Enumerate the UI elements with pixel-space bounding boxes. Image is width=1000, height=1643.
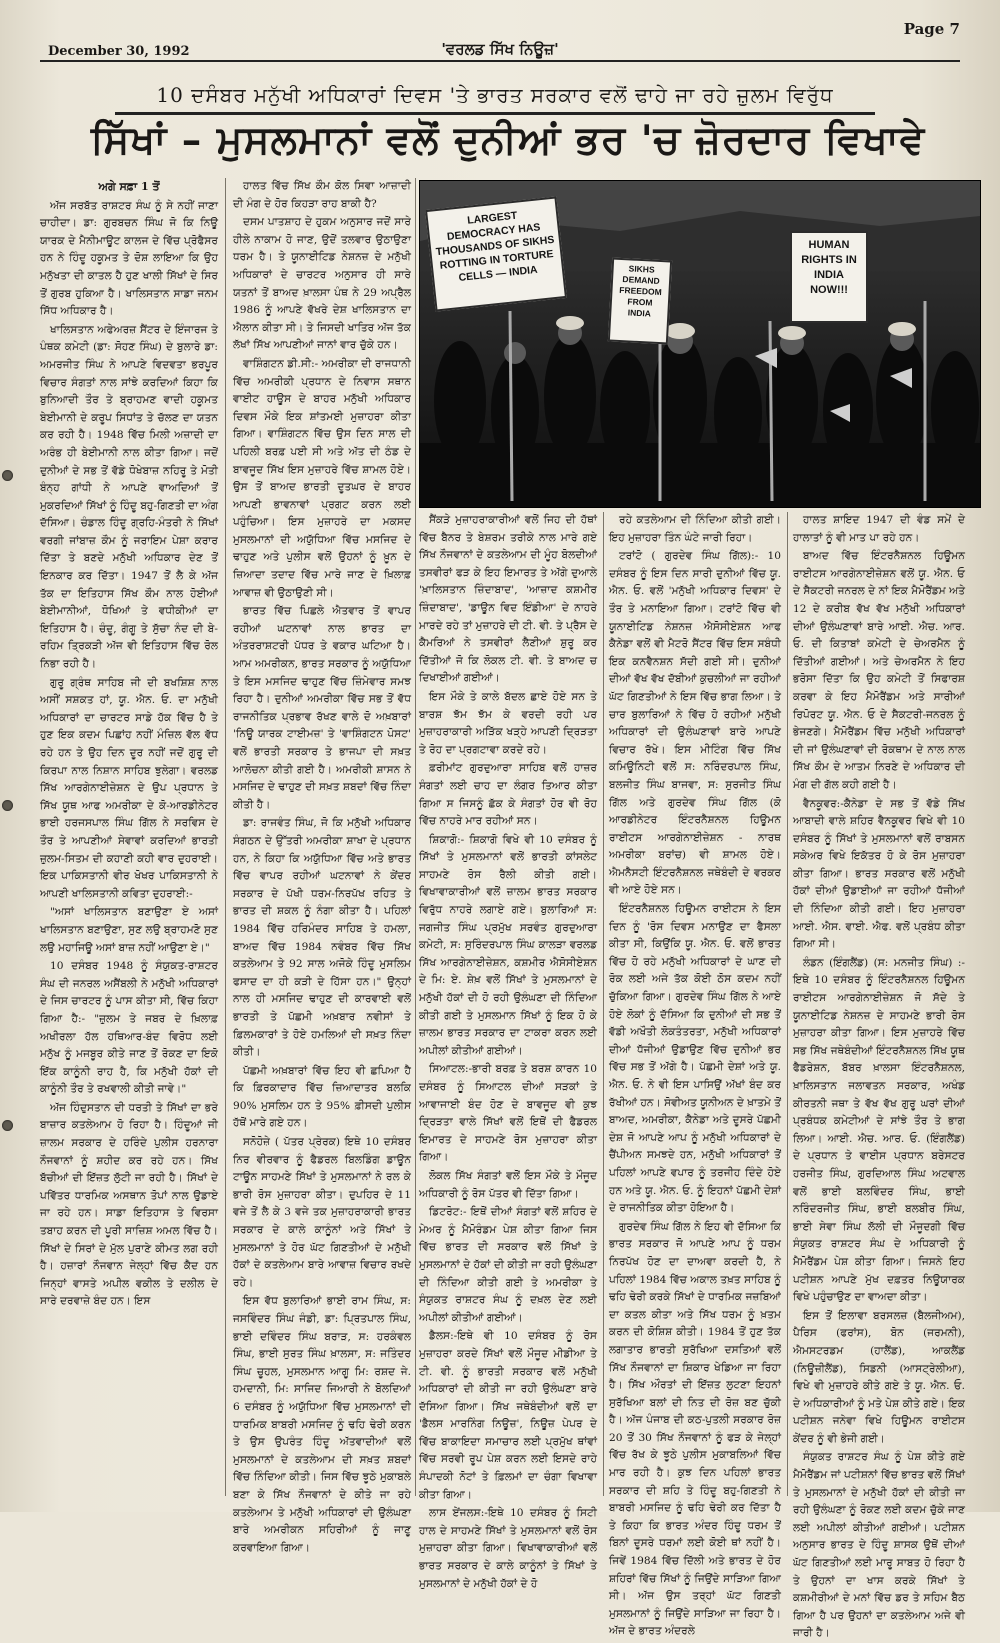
paragraph: ਫ਼ਰੀਮਾਂਟ ਗੁਰਦੁਆਰਾ ਸਾਹਿਬ ਵਲੋਂ ਹਾਜ਼ਰ ਸੰਗਤਾਂ ਲਈ ਚਾਹ ਦਾ ਲੰਗਰ ਤਿਆਰ ਕੀਤਾ ਗਿਆ ਸ ਜਿਸਨੂੰ ਛੱਕ ਕੇ ਸੰਗਤਾਂ ਹੋਰ ਵੀ ਰੋਹ ਵਿੱਚ ਨਾਹਰੇ ਮਾਰ ਰਹੀਆਂ ਸਨ। (419, 762, 597, 828)
paragraph: ਗੁਰੂ ਗ੍ਰੰਥ ਸਾਹਿਬ ਜੀ ਦੀ ਬਖਸ਼ਿਸ਼ ਨਾਲ ਅਸੀਂ ਸਸ਼ਕਤ ਹਾਂ, ਯੂ. ਐਨ. ਓ. ਦਾ ਮਨੁੱਖੀ ਅਧਿਕਾਰਾਂ ਦਾ ਚਾਰਟਰ ਸਾਡੇ ਹੱਕ ਵਿੱਚ ਹੈ ਤੇ ਹੁਣ ਇਕ ਕਦਮ ਪਿਛਾਂਹ ਨਹੀਂ ਮੰਜ਼ਿਲ ਵੱਲ ਵੱਧ ਰਹੇ ਹਨ ਤੇ ਉਹ ਦਿਨ ਦੂਰ ਨਹੀਂ ਜਦੋਂ ਗੁਰੂ ਦੀ ਕਿਰਪਾ ਨਾਲ ਨਿਸ਼ਾਨ ਸਾਹਿਬ ਝੁਲੇਗਾ। ਵਰਲਡ ਸਿੱਖ ਆਰਗੇਨਾਈਜ਼ੇਸ਼ਨ ਦੇ ਉਪ ਪ੍ਰਧਾਨ ਤੇ ਸਿੱਖ ਯੂਥ ਆਫ ਅਮਰੀਕਾ ਦੇ ਕੋ-ਆਰਡੀਨੇਟਰ ਭਾਈ ਹਰਜਸਪਾਲ ਸਿੰਘ ਗਿੱਲ ਨੇ ਸਰਵਿਸ ਦੇ ਤੌਰ ਤੇ ਆਪਣੀਆਂ ਸੇਵਾਵਾਂ ਕਰਦਿਆਂ ਭਾਰਤੀ ਜ਼ੁਲਮ-ਸਿਤਮ ਦੀ ਕਹਾਣੀ ਕਹੀ ਵਾਰ ਦੁਹਰਾਈ। ਇਕ ਪਾਕਿਸਤਾਨੀ ਵੀਰ ਖੋਖਰ ਪਾਕਿਸਤਾਨੀ ਨੇ ਆਪਣੀ ਖਾਲਿਸਤਾਨੀ ਕਵਿਤਾ ਦੁਹਰਾਈ:- (40, 676, 218, 900)
paragraph: ਡੈਲਸ:-ਇਥੇ ਵੀ 10 ਦਸੰਬਰ ਨੂੰ ਰੋਸ ਮੁਜ਼ਾਹਰਾ ਕਰਦੇ ਸਿੱਖਾਂ ਵਲੋਂ ਮੌਜੂਦ ਮੀਡੀਆ ਤੇ ਟੀ. ਵੀ. ਨੂੰ ਭਾਰਤੀ ਸਰਕਾਰ ਵਲੋਂ ਮਨੁੱਖੀ ਅਧਿਕਾਰਾਂ ਦੀ ਕੀਤੀ ਜਾ ਰਹੀ ਉਲੰਘਣਾ ਬਾਰੇ ਦੱਸਿਆ ਗਿਆ। ਸਿੱਖ ਜਥੇਬੰਦੀਆਂ ਵਲੋਂ ਦਾ 'ਡੈਲਸ ਮਾਰਨਿੰਗ ਨਿਊਜ਼', ਨਿਊਜ਼ ਪੇਪਰ ਦੇ ਵਿੱਚ ਬਾਕਾਇਦਾ ਸਮਾਚਾਰ ਲਈ ਪ੍ਰਮੁੱਖ ਥਾਂਵਾਂ ਵਿੱਚ ਸਰਵੀ ਰੂਪ ਪੇਸ਼ ਕਰਨ ਲਈ ਇਸਦੇ ਰਾਹੇ ਸੰਪਾਦਕੀ ਨੋਟਾਂ ਤੇ ਫ਼ਿਲਮਾਂ ਦਾ ਚੰਗਾ ਵਿਖਾਵਾ ਕੀਤਾ ਗਿਆ। (419, 1330, 597, 1501)
column-rule (225, 178, 226, 1496)
issue-date: December 30, 1992 (48, 44, 190, 59)
paragraph: ਸਿਆਟਲ:-ਭਾਰੀ ਬਰਫ਼ ਤੇ ਬਰਸ਼ ਕਾਰਨ 10 ਦਸੰਬਰ ਨੂੰ ਸਿਆਟਲ ਦੀਆਂ ਸੜਕਾਂ ਤੇ ਆਵਾਜਾਈ ਬੰਦ ਹੋਣ ਦੇ ਬਾਵਜੂਦ ਵੀ ਕੁਝ ਦ੍ਰਿੜਤਾ ਵਾਲੇ ਸਿੱਖਾਂ ਵਲੋਂ ਇਥੋਂ ਦੀ ਫੈਡਰਲ ਇਮਾਰਤ ਦੇ ਸਾਹਮਣੇ ਰੋਸ ਮੁਜ਼ਾਹਰਾ ਕੀਤਾ ਗਿਆ। (419, 1063, 597, 1164)
paragraph: ਸ਼ਿਕਾਗੋ:- ਸ਼ਿਕਾਗੋ ਵਿਖੇ ਵੀ 10 ਦਸੰਬਰ ਨੂੰ ਸਿੱਖਾਂ ਤੇ ਮੁਸਲਮਾਨਾਂ ਵਲੋਂ ਭਾਰਤੀ ਕਾਂਸਲੇਟ ਸਾਹਮਣੇ ਰੋਸ ਰੈਲੀ ਕੀਤੀ ਗਈ। ਵਿਖਾਵਾਕਾਰੀਆਂ ਵਲੋਂ ਜ਼ਾਲਮ ਭਾਰਤ ਸਰਕਾਰ ਵਿਰੁੱਧ ਨਾਹਰੇ ਲਗਾਏ ਗਏ। ਬੁਲਾਰਿਆਂ ਸ: ਜਗਜੀਤ ਸਿੰਘ ਪ੍ਰਮੁੱਖ ਸਰਵੰਤ ਗੁਰਦੁਆਰਾ ਕਮੇਟੀ, ਸ: ਸੁਰਿੰਦਰਪਾਲ ਸਿੰਘ ਕਾਲੜਾ ਵਰਲਡ ਸਿੱਖ ਆਰਗੇਨਾਈਜ਼ੇਸ਼ਨ, ਕਸ਼ਮੀਰ ਐਸੋਸੀਏਸ਼ਨ ਦੇ ਮਿ: ਏ. ਸ਼ੇਖ਼ ਵਲੋਂ ਸਿੱਖਾਂ ਤੇ ਮੁਸਲਮਾਨਾਂ ਦੇ ਮਨੁੱਖੀ ਹੱਕਾਂ ਦੀ ਹੋ ਰਹੀ ਉਲੰਘਣਾ ਦੀ ਨਿੰਦਿਆ ਕੀਤੀ ਗਈ ਤੇ ਮੁਸਲਮਾਨ ਸਿੱਖਾਂ ਨੂੰ ਇਕ ਹੋ ਕੇ ਜ਼ਾਲਮ ਭਾਰਤ ਸਰਕਾਰ ਦਾ ਟਾਕਰਾ ਕਰਨ ਲਈ ਅਪੀਲਾਂ ਕੀਤੀਆਂ ਗਈਆਂ। (419, 833, 597, 1057)
paragraph: ਡਾ: ਰਾਜਵੰਤ ਸਿੰਘ, ਜੋ ਕਿ ਮਨੁੱਖੀ ਅਧਿਕਾਰ ਸੰਗਠਨ ਦੇ ਉੱਤਰੀ ਅਮਰੀਕਾ ਸ਼ਾਖਾ ਦੇ ਪ੍ਰਧਾਨ ਹਨ, ਨੇ ਕਿਹਾ ਕਿ ਅਯੁੱਧਿਆ ਵਿੱਚ ਅਤੇ ਭਾਰਤ ਵਿੱਚ ਵਾਪਰ ਰਹੀਆਂ ਘਟਨਾਵਾਂ ਨੇ ਕੇਂਦਰ ਸਰਕਾਰ ਦੇ ਪੱਖੀ ਧਰਮ-ਨਿਰਪੱਖ ਰਹਿਤ ਤੇ ਭਾਰਤ ਦੀ ਸ਼ਕਲ ਨੂੰ ਨੰਗਾ ਕੀਤਾ ਹੈ। ਪਹਿਲਾਂ 1984 ਵਿੱਚ ਹਰਿਮੰਦਰ ਸਾਹਿਬ ਤੇ ਹਮਲਾ, ਬਾਅਦ ਵਿੱਚ 1984 ਨਵੰਬਰ ਵਿੱਚ ਸਿੱਖ ਕਤਲੇਆਮ ਤੇ 92 ਸਾਲ ਅਜੋਕੇ ਹਿੰਦੂ ਮੁਸਲਿਮ ਫਸਾਦ ਦਾ ਹੀ ਕੜੀ ਦੇ ਹਿੱਸਾ ਹਨ।" ਉਨ੍ਹਾਂ ਨਾਲ ਹੀ ਮਸਜਿਦ ਢਾਹੁਣ ਦੀ ਕਾਰਵਾਈ ਵਲੋਂ ਭਾਰਤੀ ਤੇ ਪੱਛਮੀ ਅਖ਼ਬਾਰ ਨਵੀਸਾਂ ਤੇ ਫ਼ਿਲਮਕਾਰਾਂ ਤੇ ਹੋਏ ਹਮਲਿਆਂ ਦੀ ਸਖ਼ਤ ਨਿੰਦਾ ਕੀਤੀ। (233, 817, 411, 1059)
paragraph: ਅੱਜ ਸਰਬੱਤ ਰਾਸ਼ਟਰ ਸੰਘ ਨੂੰ ਸੇ ਨਹੀਂ ਜਾਣਾ ਚਾਹੀਦਾ। ਡਾ: ਗੁਰਬਚਨ ਸਿੰਘ ਜੋ ਕਿ ਨਿਊ ਯਾਰਕ ਦੇ ਮੈਨੀਮਾਊਟ ਕਾਲਜ ਦੇ ਵਿੱਚ ਪ੍ਰੋਫੈਸਰ ਹਨ ਨੇ ਹਿੰਦੂ ਹਕੂਮਤ ਤੇ ਦੋਸ਼ ਲਾਇਆ ਕਿ ਉਹ ਮਨੁੱਖਤਾ ਦੀ ਕਾਤਲ ਹੈ ਹੁਣ ਖਾਲੀ ਸਿੱਖਾਂ ਦੇ ਸਿਰ ਤੋਂ ਗੁਰਬ ਹੁਕਿਆ ਹੈ। ਖਾਲਿਸਤਾਨ ਸਾਡਾ ਜਨਮ ਸਿੱਧ ਅਧਿਕਾਰ ਹੈ। (40, 199, 218, 318)
protest-sign-left: LARGEST DEMOCRACY HAS THOUSANDS OF SIKHS ROTTING IN TORTURE CELLS — INDIA (425, 196, 567, 311)
article-column-5 (793, 512, 966, 1640)
paragraph: ਸੈਂਕੜੇ ਮੁਜ਼ਾਹਰਾਕਾਰੀਆਂ ਵਲੋਂ ਜਿਹ ਦੀ ਹੱਥਾਂ ਵਿੱਚ ਬੈਨਰ ਤੇ ਬੇਸ਼ਰਮ ਤਰੀਕੇ ਨਾਲ ਮਾਰੇ ਗਏ ਸਿੱਖ ਨੌਜਵਾਨਾਂ ਦੇ ਕਤਲੇਆਮ ਦੀ ਮੂੰਹ ਬੋਲਦੀਆਂ ਤਸਵੀਰਾਂ ਫੜ ਕੇ ਇਹ ਇਮਾਰਤ ਤੇ ਅੱਗੇ ਦੁਆਲੇ 'ਖ਼ਾਲਿਸਤਾਨ ਜ਼ਿੰਦਾਬਾਦ', 'ਆਜ਼ਾਦ ਕਸ਼ਮੀਰ ਜ਼ਿੰਦਾਬਾਦ', 'ਡਾਊਨ ਵਿਦ ਇੰਡੀਆ' ਦੇ ਨਾਹਰੇ ਮਾਰਦੇ ਰਹੇ ਤਾਂ ਮੁਜ਼ਾਹਰੇ ਦੀ ਟੀ. ਵੀ. ਤੇ ਪ੍ਰੈਸ ਦੇ ਕੈਮਰਿਆਂ ਨੇ ਤਸਵੀਰਾਂ ਲੈਣੀਆਂ ਸ਼ੁਰੂ ਕਰ ਦਿੱਤੀਆਂ ਜੋ ਕਿ ਲੋਕਲ ਟੀ. ਵੀ. ਤੇ ਬਾਅਦ ਚ ਦਿਖਾਈਆਂ ਗਈਆਂ। (419, 514, 597, 685)
paragraph: ਬਾਅਦ ਵਿੱਚ ਇੰਟਰਨੈਸ਼ਨਲ ਹਿਊਮਨ ਰਾਈਟਸ ਆਰਗੇਨਾਈਜ਼ੇਸ਼ਨ ਵਲੋਂ ਯੂ. ਐਨ. ਓ ਦੇ ਸੈਕਟਰੀ ਜਨਰਲ ਦੇ ਨਾਂ ਇਕ ਮੈਮੋਰੈਂਡਮ ਅਤੇ 12 ਦੇ ਕਰੀਬ ਵੱਖ ਵੱਖ ਮਨੁੱਖੀ ਅਧਿਕਾਰਾਂ ਦੀਆਂ ਉਲੰਘਣਾਵਾਂ ਬਾਰੇ ਆਈ. ਐਚ. ਆਰ. ਓ. ਦੀ ਕਿਤਾਬਾਂ ਕਮੇਟੀ ਦੇ ਚੇਅਰਮੈਨ ਨੂੰ ਦਿੱਤੀਆਂ ਗਈਆਂ। ਅਤੇ ਚੇਅਰਮੈਨ ਨੇ ਇਹ ਭਰੋਸਾ ਦਿੱਤਾ ਕਿ ਉਹ ਕਮੇਟੀ ਤੋਂ ਸਿਫਾਰਸ਼ ਕਰਵਾ ਕੇ ਇਹ ਮੈਮੋਰੈਂਡਮ ਅਤੇ ਸਾਰੀਆਂ ਰਿਪੋਰਟ ਯੂ. ਐਨ. ਓ ਦੇ ਸੈਕਟਰੀ-ਜਨਰਲ ਨੂੰ ਭੇਜਣਗੇ। ਮੈਮੋਰੈਂਡਮ ਵਿੱਚ ਮਨੁੱਖੀ ਅਧਿਕਾਰਾਂ ਦੀ ਜਾਂ ਉਲੰਘਣਾਵਾਂ ਦੀ ਰੋਕਥਾਮ ਦੇ ਨਾਲ ਨਾਲ ਸਿੱਖ ਕੌਮ ਦੇ ਆਤਮ ਨਿਰਣੇ ਦੇ ਅਧਿਕਾਰ ਦੀ ਮੰਗ ਦੀ ਗੱਲ ਕਹੀ ਗਈ ਹੈ। (793, 550, 965, 791)
paragraph: ਵਾਸ਼ਿੰਗਟਨ ਡੀ.ਸੀ:- ਅਮਰੀਕਾ ਦੀ ਰਾਜਧਾਨੀ ਵਿੱਚ ਅਮਰੀਕੀ ਪ੍ਰਧਾਨ ਦੇ ਨਿਵਾਸ ਸਥਾਨ ਵਾਈਟ ਹਾਊਸ ਦੇ ਬਾਹਰ ਮਨੁੱਖੀ ਅਧਿਕਾਰ ਦਿਵਸ ਮੌਕੇ ਇਕ ਸ਼ਾਂਤਮਈ ਮੁਜ਼ਾਹਰਾ ਕੀਤਾ ਗਿਆ। ਵਾਸ਼ਿੰਗਟਨ ਵਿੱਚ ਉਸ ਦਿਨ ਸਾਲ ਦੀ ਪਹਿਲੀ ਬਰਫ਼ ਪਈ ਸੀ ਅਤੇ ਅੱਤ ਦੀ ਠੰਡ ਦੇ ਬਾਵਜੂਦ ਸਿੱਖ ਇਸ ਮੁਜ਼ਾਹਰੇ ਵਿੱਚ ਸ਼ਾਮਲ ਹੋਏ। ਉਸ ਤੋਂ ਬਾਅਦ ਭਾਰਤੀ ਦੂਤਘਰ ਦੇ ਬਾਹਰ ਆਪਣੀ ਭਾਵਨਾਵਾਂ ਪ੍ਰਗਟ ਕਰਨ ਲਈ ਪਹੁੰਚਿਆ। ਇਸ ਮੁਜ਼ਾਹਰੇ ਦਾ ਮਕਸਦ ਮੁਸਲਮਾਨਾਂ ਦੀ ਅਯੁੱਧਿਆ ਵਿੱਚ ਮਸਜਿਦ ਦੇ ਢਾਹੁਣ ਅਤੇ ਪੁਲੀਸ ਵਲੋਂ ਉਹਨਾਂ ਨੂੰ ਖ਼ੂਨ ਦੇ ਜ਼ਿਆਦਾ ਤਦਾਦ ਵਿੱਚ ਮਾਰੇ ਜਾਣ ਦੇ ਖ਼ਿਲਾਫ਼ ਆਵਾਜ਼ ਵੀ ਉਠਾਉਣੀ ਸੀ। (233, 357, 411, 599)
binder-hole (2, 800, 13, 811)
protest-photo (419, 180, 981, 508)
paragraph: ਰਹੇ ਕਤਲੇਆਮ ਦੀ ਨਿੰਦਿਆ ਕੀਤੀ ਗਈ। ਇਹ ਮੁਜ਼ਾਹਰਾ ਤਿੰਨ ਘੰਟੇ ਜਾਰੀ ਰਿਹਾ। (609, 514, 781, 544)
paragraph: ਇੰਟਰਨੈਸ਼ਨਲ ਹਿਊਮਨ ਰਾਈਟਸ ਨੇ ਇਸ ਦਿਨ ਨੂੰ 'ਰੋਸ ਦਿਵਸ ਮਨਾਉਣ ਦਾ ਫੈਸਲਾ ਕੀਤਾ ਸੀ, ਕਿਉਂਕਿ ਯੂ. ਐਨ. ਓ. ਵਲੋਂ ਭਾਰਤ ਵਿੱਚ ਹੋ ਰਹੇ ਮਨੁੱਖੀ ਅਧਿਕਾਰਾਂ ਦੇ ਘਾਣ ਦੀ ਰੋਕ ਲਈ ਅਜੇ ਤੱਕ ਕੋਈ ਠੋਸ ਕਦਮ ਨਹੀਂ ਚੁੱਕਿਆ ਗਿਆ। ਗੁਰਦੇਵ ਸਿੰਘ ਗਿੱਲ ਨੇ ਆਏ ਹੋਏ ਲੋਕਾਂ ਨੂੰ ਦੱਸਿਆ ਕਿ ਦੁਨੀਆਂ ਦੀ ਸਭ ਤੋਂ ਵੱਡੀ ਅਖੌਤੀ ਲੋਕਤੰਤਰਤਾ, ਮਨੁੱਖੀ ਅਧਿਕਾਰਾਂ ਦੀਆਂ ਧੱਜੀਆਂ ਉਡਾਉਣ ਵਿੱਚ ਦੁਨੀਆਂ ਭਰ ਵਿੱਚ ਸਭ ਤੋਂ ਅੱਗੇ ਹੈ। ਪੱਛਮੀ ਦੇਸ਼ਾਂ ਅਤੇ ਯੂ. ਐਨ. ਓ. ਨੇ ਵੀ ਇਸ ਪਾਸਿਉਂ ਅੱਖਾਂ ਬੰਦ ਕਰ ਰੱਖੀਆਂ ਹਨ। ਸੋਵੀਅਤ ਯੂਨੀਅਨ ਦੇ ਖ਼ਾਤਮੇ ਤੋਂ ਬਾਅਦ, ਅਮਰੀਕਾ, ਕੈਨੇਡਾ ਅਤੇ ਦੂਸਰੇ ਪੱਛਮੀ ਦੇਸ਼ ਜੋ ਆਪਣੇ ਆਪ ਨੂੰ ਮਨੁੱਖੀ ਅਧਿਕਾਰਾਂ ਦੇ ਚੈਂਪੀਅਨ ਸਮਝਦੇ ਹਨ, ਮਨੁੱਖੀ ਅਧਿਕਾਰਾਂ ਤੋਂ ਪਹਿਲਾਂ ਆਪਣੇ ਵਪਾਰ ਨੂੰ ਤਰਜੀਹ ਦਿੰਦੇ ਹੋਏ ਹਨ ਅਤੇ ਯੂ. ਐਨ. ਓ. ਨੂੰ ਇਹਨਾਂ ਪੱਛਮੀ ਦੇਸ਼ਾਂ ਦੇ ਰਾਜਨੀਤਿਕ ਕੀਤਾ ਹੋਇਆ ਹੈ। (609, 903, 781, 1215)
column-rule (787, 512, 788, 1496)
paragraph: ਦਸਮ ਪਾਤਸ਼ਾਹ ਦੇ ਹੁਕਮ ਅਨੁਸਾਰ ਜਦੋਂ ਸਾਰੇ ਹੀਲੇ ਨਾਕਾਮ ਹੋ ਜਾਣ, ਉਦੋਂ ਤਲਵਾਰ ਉਠਾਉਣਾ ਧਰਮ ਹੈ। ਤੇ ਯੂਨਾਈਟਿਡ ਨੇਸ਼ਨਜ਼ ਦੇ ਮਨੁੱਖੀ ਅਧਿਕਾਰਾਂ ਦੇ ਚਾਰਟਰ ਅਨੁਸਾਰ ਹੀ ਸਾਰੇ ਯਤਨਾਂ ਤੋਂ ਬਾਅਦ ਖ਼ਾਲਸਾ ਪੰਥ ਨੇ 29 ਅਪ੍ਰੈਲ 1986 ਨੂੰ ਆਪਣੇ ਵੱਖਰੇ ਦੇਸ਼ ਖਾਲਿਸਤਾਨ ਦਾ ਐਲਾਨ ਕੀਤਾ ਸੀ। ਤੇ ਜਿਸਦੀ ਖਾਤਿਰ ਅੱਜ ਤੱਕ ਲੱਖਾਂ ਸਿੱਖ ਆਪਣੀਆਂ ਜਾਨਾਂ ਵਾਰ ਚੁੱਕੇ ਹਨ। (233, 216, 411, 352)
paragraph: ਖਾਲਿਸਤਾਨ ਅਫੇਅਰਜ਼ ਸੈਂਟਰ ਦੇ ਇੰਜਾਰਜ ਤੇ ਪੰਥਕ ਕਮੇਟੀ (ਡਾ: ਸੋਹਣ ਸਿੰਘ) ਦੇ ਬੁਲਾਰੇ ਡਾ: ਅਮਰਜੀਤ ਸਿੰਘ ਨੇ ਆਪਣੇ ਵਿਦਵਤਾ ਭਰਪੂਰ ਵਿਚਾਰ ਸੰਗਤਾਂ ਨਾਲ ਸਾਂਝੇ ਕਰਦਿਆਂ ਕਿਹਾ ਕਿ ਬੁਨਿਆਦੀ ਤੌਰ ਤੇ ਬ੍ਰਾਹਮਣ ਵਾਦੀ ਹਕੂਮਤ ਬੇਈਮਾਨੀ ਦੇ ਕਰੂਪ ਸਿਧਾਂਤ ਤੇ ਚੱਲਣ ਦਾ ਯਤਨ ਕਰ ਰਹੀ ਹੈ। 1948 ਵਿੱਚ ਮਿਲੀ ਅਜ਼ਾਦੀ ਦਾ ਅਰੰਭ ਹੀ ਬੇਈਮਾਨੀ ਨਾਲ ਕੀਤਾ ਗਿਆ। ਜਦੋਂ ਦੁਨੀਆਂ ਦੇ ਸਭ ਤੋਂ ਵੱਡੇ ਧੋਖੇਬਾਜ਼ ਨਹਿਰੂ ਤੇ ਮੋਤੀ ਬੰਨ੍ਹ ਗਾਂਧੀ ਨੇ ਆਪਣੇ ਵਾਅਦਿਆਂ ਤੋਂ ਮੁਕਰਦਿਆਂ ਸਿੱਖਾਂ ਨੂੰ ਹਿੰਦੂ ਬਹੁ-ਗਿਣਤੀ ਦਾ ਅੰਗ ਦੱਸਿਆ। ਚੰਡਾਲ ਹਿੰਦੂ ਗ੍ਰਹਿ-ਮੰਤਰੀ ਨੇ ਸਿੱਖਾਂ ਵਰਗੀ ਜਾਂਬਾਜ਼ ਕੌਮ ਨੂੰ ਜਰਾਇਮ ਪੇਸ਼ਾ ਕਰਾਰ ਦਿੱਤਾ ਤੇ ਬਣਦੇ ਮਨੁੱਖੀ ਅਧਿਕਾਰ ਦੇਣ ਤੋਂ ਇਨਕਾਰ ਕਰ ਦਿੱਤਾ। 1947 ਤੋਂ ਲੈ ਕੇ ਅੱਜ ਤੱਕ ਦਾ ਇਤਿਹਾਸ ਸਿੱਖ ਕੌਮ ਨਾਲ ਹੋਈਆਂ ਬੇਈਮਾਨੀਆਂ, ਧੋਖਿਆਂ ਤੇ ਵਧੀਕੀਆਂ ਦਾ ਇਤਿਹਾਸ ਹੈ। ਚੰਦੂ, ਗੰਗੂ ਤੇ ਸੁੱਚਾ ਨੰਦ ਦੀ ਬੇ-ਰਹਿਮ ਤ੍ਰਿਕੜੀ ਅੱਜ ਵੀ ਇਤਿਹਾਸ ਵਿੱਚ ਰੋਲ ਨਿਭਾ ਰਹੀ ਹੈ। (40, 323, 218, 671)
article-column-4 (609, 512, 781, 1638)
sub-headline: 10 ਦਸੰਬਰ ਮਨੁੱਖੀ ਅਧਿਕਾਰਾਂ ਦਿਵਸ 'ਤੇ ਭਾਰਤ ਸਰਕਾਰ ਵਲੋਂ ਢਾਹੇ ਜਾ ਰਹੇ ਜ਼ੁਲਮ ਵਿਰੁੱਧ (115, 80, 875, 115)
paragraph: ਇਸ ਤੋਂ ਇਲਾਵਾ ਬਰਸਲਜ਼ (ਬੈਲਜੀਅਮ), ਪੈਰਿਸ (ਫਰਾਂਸ), ਬੋਨ (ਜਰਮਨੀ), ਐਮਸਟਰਡਮ (ਹਾਲੈਂਡ), ਆਕਲੈਂਡ (ਨਿਊਜ਼ੀਲੈਂਡ), ਸਿਡਨੀ (ਆਸਟ੍ਰੇਲੀਆ), ਵਿਖੇ ਵੀ ਮੁਜ਼ਾਹਰੇ ਕੀਤੇ ਗਏ ਤੇ ਯੂ. ਐਨ. ਓ. ਦੇ ਅਧਿਕਾਰੀਆਂ ਨੂੰ ਮਤੇ ਪੇਸ਼ ਕੀਤੇ ਗਏ। ਇਕ ਪਟੀਸ਼ਨ ਜਨੇਵਾ ਵਿਖੇ ਹਿਊਮਨ ਰਾਈਟਸ ਕੇਂਦਰ ਨੂੰ ਵੀ ਭੇਜੀ ਗਈ। (793, 1309, 965, 1445)
paragraph: ਵੈਨਕੂਵਰ:-ਕੈਨੇਡਾ ਦੇ ਸਭ ਤੋਂ ਵੱਡੇ ਸਿੱਖ ਆਬਾਦੀ ਵਾਲੇ ਸ਼ਹਿਰ ਵੈਨਕੂਵਰ ਵਿਖੇ ਵੀ 10 ਦਸੰਬਰ ਨੂੰ ਸਿੱਖਾਂ ਤੇ ਮੁਸਲਮਾਨਾਂ ਵਲੋਂ ਰਾਬਸਨ ਸਕੇਅਰ ਵਿਖੇ ਇਕੱਤਰ ਹੋ ਕੇ ਰੋਸ ਮੁਜ਼ਾਹਰਾ ਕੀਤਾ ਗਿਆ। ਭਾਰਤ ਸਰਕਾਰ ਵਲੋਂ ਮਨੁੱਖੀ ਹੱਕਾਂ ਦੀਆਂ ਉਡਾਈਆਂ ਜਾ ਰਹੀਆਂ ਧੱਜੀਆਂ ਦੀ ਨਿੰਦਿਆ ਕੀਤੀ ਗਈ। ਇਹ ਮੁਜ਼ਾਹਰਾ ਆਈ. ਐਸ. ਵਾਈ. ਐਫ. ਵਲੋਂ ਪ੍ਰਬੰਧ ਕੀਤਾ ਗਿਆ ਸੀ। (793, 797, 965, 951)
article-column-1 (40, 178, 218, 1496)
paragraph: ਲੰਡਨ (ਇੰਗਲੈਂਡ) (ਸ: ਮਨਜੀਤ ਸਿੰਘ) :- ਇਥੇ 10 ਦਸੰਬਰ ਨੂੰ ਇੰਟਰਨੈਸ਼ਨਲ ਹਿਊਮਨ ਰਾਈਟਸ ਆਰਗੇਨਾਈਜ਼ੇਸ਼ਨ ਜੋ ਸੱਦੇ ਤੇ ਯੂਨਾਈਟਿਡ ਨੇਸ਼ਨਜ਼ ਦੇ ਸਾਹਮਣੇ ਭਾਰੀ ਰੋਸ ਮੁਜ਼ਾਹਰਾ ਕੀਤਾ ਗਿਆ। ਇਸ ਮੁਜ਼ਾਹਰੇ ਵਿੱਚ ਸਭ ਸਿੱਖ ਜਥੇਬੰਦੀਆਂ ਇੰਟਰਨੈਸ਼ਨਲ ਸਿੱਖ ਯੂਥ ਫੈਡਰੇਸ਼ਨ, ਬੱਬਰ ਖ਼ਾਲਸਾ ਇੰਟਰਨੈਸ਼ਨਲ, ਖ਼ਾਲਿਸਤਾਨ ਜਲਾਵਤਨ ਸਰਕਾਰ, ਅਖੰਡ ਕੀਰਤਨੀ ਜਥਾ ਤੇ ਵੱਖ ਵੱਖ ਗੁਰੂ ਘਰਾਂ ਦੀਆਂ ਪ੍ਰਬੰਧਕ ਕਮੇਟੀਆਂ ਦੇ ਸਾਂਝੇ ਤੌਰ ਤੇ ਭਾਗ ਲਿਆ। ਆਈ. ਐਚ. ਆਰ. ਓ. (ਇੰਗਲੈਂਡ) ਦੇ ਪ੍ਰਧਾਨ ਤੇ ਵਾਈਸ ਪ੍ਰਧਾਨ ਬਰੇਸਟਰ ਹਰਜੀਤ ਸਿੰਘ, ਗੁਰਦਿਆਲ ਸਿੰਘ ਅਟਵਾਲ ਵਲੋਂ ਭਾਈ ਬਲਵਿੰਦਰ ਸਿੰਘ, ਭਾਈ ਨਰਿੰਦਰਜੀਤ ਸਿੰਘ, ਭਾਈ ਬਲਬੀਰ ਸਿੰਘ, ਭਾਈ ਸੇਵਾ ਸਿੰਘ ਲੱਲੀ ਦੀ ਮੌਜੂਦਗੀ ਵਿੱਚ ਸੰਯੁਕਤ ਰਾਸ਼ਟਰ ਸੰਘ ਦੇ ਅਧਿਕਾਰੀ ਨੂੰ ਮੈਮੋਰੈਂਡਮ ਪੇਸ਼ ਕੀਤਾ ਗਿਆ। ਜਿਸਨੇ ਇਹ ਪਟੀਸ਼ਨ ਆਪਣੇ ਮੁੱਖ ਦਫ਼ਤਰ ਨਿਊਯਾਰਕ ਵਿਖੇ ਪਹੁੰਚਾਉਣ ਦਾ ਵਾਅਦਾ ਕੀਤਾ। (793, 956, 965, 1304)
paragraph: ਲਾਸ ਏਂਜਲਸ:-ਇਥੇ 10 ਦਸੰਬਰ ਨੂੰ ਸਿਟੀ ਹਾਲ ਦੇ ਸਾਹਮਣੇ ਸਿੱਖਾਂ ਤੇ ਮੁਸਲਮਾਨਾਂ ਵਲੋਂ ਰੋਸ ਮੁਜ਼ਾਹਰਾ ਕੀਤਾ ਗਿਆ। ਵਿਖਾਵਾਕਾਰੀਆਂ ਵਲੋਂ ਭਾਰਤ ਸਰਕਾਰ ਦੇ ਕਾਲੇ ਕਾਨੂੰਨਾਂ ਤੇ ਸਿੱਖਾਂ ਤੇ ਮੁਸਲਮਾਨਾਂ ਦੇ ਮਨੁੱਖੀ ਹੱਕਾਂ ਦੇ ਹੋ (419, 1507, 597, 1590)
paragraph: ਡਿਟਰੋਟ:- ਇਥੋਂ ਦੀਆਂ ਸੰਗਤਾਂ ਵਲੋਂ ਸ਼ਹਿਰ ਦੇ ਮੇਅਰ ਨੂੰ ਮੈਮੋਰੰਡਮ ਪੇਸ਼ ਕੀਤਾ ਗਿਆ ਜਿਸ ਵਿੱਚ ਭਾਰਤ ਦੀ ਸਰਕਾਰ ਵਲੋਂ ਸਿੱਖਾਂ ਤੇ ਮੁਸਲਮਾਨਾਂ ਦੇ ਹੱਕਾਂ ਦੀ ਕੀਤੀ ਜਾ ਰਹੀ ਉਲੰਘਣਾ ਦੀ ਨਿੰਦਿਆ ਕੀਤੀ ਗਈ ਤੇ ਅਮਰੀਕਾ ਤੇ ਸੰਯੁਕਤ ਰਾਸ਼ਟਰ ਸੰਘ ਨੂੰ ਦਖ਼ਲ ਦੇਣ ਲਈ ਅਪੀਲਾਂ ਕੀਤੀਆਂ ਗਈਆਂ। (419, 1206, 597, 1324)
paragraph: ਟਰਾਂਟੋ ( ਗੁਰਦੇਵ ਸਿੰਘ ਗਿੱਲ):- 10 ਦਸੰਬਰ ਨੂੰ ਇਸ ਦਿਨ ਸਾਰੀ ਦੁਨੀਆਂ ਵਿੱਚ ਯੂ. ਐਨ. ਓ. ਵਲੋਂ 'ਮਨੁੱਖੀ ਅਧਿਕਾਰ ਦਿਵਸ' ਦੇ ਤੌਰ ਤੇ ਮਨਾਇਆ ਗਿਆ। ਟਰਾਂਟੋ ਵਿੱਚ ਵੀ ਯੂਨਾਈਟਿਡ ਨੇਸ਼ਨਜ਼ ਐਸੋਸੀਏਸ਼ਨ ਆਫ ਕੈਨੇਡਾ ਵਲੋਂ ਵੀ ਮੈਟਰੋ ਸੈਂਟਰ ਵਿੱਚ ਇਸ ਸਬੰਧੀ ਇਕ ਕਨਵੈਨਸ਼ਨ ਸੱਦੀ ਗਈ ਸੀ। ਦੁਨੀਆਂ ਦੀਆਂ ਵੱਖ ਵੱਖ ਦੱਬੀਆਂ ਕੁਚਲੀਆਂ ਜਾ ਰਹੀਆਂ ਘੱਟ ਗਿਣਤੀਆਂ ਨੇ ਇਸ ਵਿੱਚ ਭਾਗ ਲਿਆ। ਤੇ ਚਾਰ ਬੁਲਾਰਿਆਂ ਨੇ ਵਿੱਚ ਹੋ ਰਹੀਆਂ ਮਨੁੱਖੀ ਅਧਿਕਾਰਾਂ ਦੀ ਉਲੰਘਣਾਵਾਂ ਬਾਰੇ ਆਪਣੇ ਵਿਚਾਰ ਰੱਖੇ। ਇਸ ਮੀਟਿੰਗ ਵਿੱਚ ਸਿੱਖ ਕਮਿਊਨਿਟੀ ਵਲੋਂ ਸ: ਨਰਿੰਦਰਪਾਲ ਸਿੰਘ, ਬਲਜੀਤ ਸਿੰਘ ਬਾਜਵਾ, ਸ: ਸੁਰਜੀਤ ਸਿੰਘ ਗਿੱਲ ਅਤੇ ਗੁਰਦੇਵ ਸਿੰਘ ਗਿੱਲ (ਕੋ ਆਰਡੀਨੇਟਰ ਇੰਟਰਨੈਸ਼ਨਲ ਹਿਊਮਨ ਰਾਈਟਸ ਆਰਗੇਨਾਈਜ਼ੇਸ਼ਨ - ਨਾਰਥ ਅਮਰੀਕਾ ਬਰਾਂਚ) ਵੀ ਸ਼ਾਮਲ ਹੋਏ। ਐਮਨੈਸਟੀ ਇੰਟਰਨੈਸ਼ਨਲ ਜਥੇਬੰਦੀ ਦੇ ਵਰਕਰ ਵੀ ਆਏ ਹੋਏ ਸਨ। (609, 550, 781, 897)
paragraph: ਹਾਲਤ ਸ਼ਾਇਦ 1947 ਦੀ ਵੰਡ ਸਮੇਂ ਦੇ ਹਾਲਾਤਾਂ ਨੂੰ ਵੀ ਮਾਤ ਪਾ ਰਹੇ ਹਨ। (793, 514, 965, 544)
paragraph: 10 ਦਸੰਬਰ 1948 ਨੂੰ ਸੰਯੁਕਤ-ਰਾਸ਼ਟਰ ਸੰਘ ਦੀ ਜਨਰਲ ਅਸੈਂਬਲੀ ਨੇ ਮਨੁੱਖੀ ਅਧਿਕਾਰਾਂ ਦੇ ਜਿਸ ਚਾਰਟਰ ਨੂੰ ਪਾਸ ਕੀਤਾ ਸੀ, ਵਿੱਚ ਕਿਹਾ ਗਿਆ ਹੈ:- "ਜ਼ੁਲਮ ਤੇ ਜਬਰ ਦੇ ਖ਼ਿਲਾਫ਼ ਅਖੀਰਲਾ ਹੱਲ ਹਥਿਆਰ-ਬੰਦ ਵਿਰੋਧ ਲਈ ਮਨੁੱਖ ਨੂੰ ਮਜਬੂਰ ਕੀਤੇ ਜਾਣ ਤੋਂ ਰੋਕਣ ਦਾ ਇਕੋ ਇੱਕ ਕਾਨੂੰਨੀ ਰਾਹ ਹੈ, ਕਿ ਮਨੁੱਖੀ ਹੱਕਾਂ ਦੀ ਕਾਨੂੰਨੀ ਤੌਰ ਤੇ ਰਖਵਾਲੀ ਕੀਤੀ ਜਾਵੇ।" (40, 960, 218, 1096)
paragraph: ਇਸ ਵੱਧ ਬੁਲਾਰਿਆਂ ਭਾਈ ਰਾਮ ਸਿੰਘ, ਸ: ਜਸਵਿੰਦਰ ਸਿੰਘ ਜੰਡੀ, ਡਾ: ਪ੍ਰਿਤਪਾਲ ਸਿੰਘ, ਭਾਈ ਦਵਿੰਦਰ ਸਿੰਘ ਬਰਾੜ, ਸ: ਹਰਕੰਵਲ ਸਿੰਘ, ਭਾਈ ਸੁਰਤ ਸਿੰਘ ਖ਼ਾਲਸਾ, ਸ: ਜਤਿੰਦਰ ਸਿੰਘ ਚੂਹਲ, ਮੁਸਲਮਾਨ ਆਗੂ ਮਿ: ਰਸ਼ਦ ਜੇ. ਹਮਦਾਨੀ, ਮਿ: ਸਾਜਿਦ ਜਿਆਰੀ ਨੇ ਬੋਲਦਿਆਂ 6 ਦਸੰਬਰ ਨੂੰ ਅਯੁੱਧਿਆ ਵਿੱਚ ਮੁਸਲਮਾਨਾਂ ਦੀ ਧਾਰਮਿਕ ਬਾਬਰੀ ਮਸਜਿਦ ਨੂੰ ਢਹਿ ਢੇਰੀ ਕਰਨ ਤੇ ਉਸ ਉਪਰੰਤ ਹਿੰਦੂ ਅੱਤਵਾਦੀਆਂ ਵਲੋਂ ਮੁਸਲਮਾਨਾਂ ਦੇ ਕਤਲੇਆਮ ਦੀ ਸਖ਼ਤ ਸ਼ਬਦਾਂ ਵਿੱਚ ਨਿੰਦਿਆ ਕੀਤੀ। ਜਿਸ ਵਿੱਚ ਝੂਠੇ ਮੁਕਾਬਲੇ ਬਣਾ ਕੇ ਸਿੱਖ ਨੌਜਵਾਨਾਂ ਦੇ ਕੀਤੇ ਜਾ ਰਹੇ ਕਤਲੇਆਮ ਤੇ ਮਨੁੱਖੀ ਅਧਿਕਾਰਾਂ ਦੀ ਉਲੰਘਣਾ ਬਾਰੇ ਅਮਰੀਕਨ ਸਹਿਰੀਆਂ ਨੂੰ ਜਾਣੂ ਕਰਵਾਇਆ ਗਿਆ। (233, 1295, 411, 1554)
main-headline: ਸਿੱਖਾਂ – ਮੁਸਲਮਾਨਾਂ ਵਲੋਂ ਦੁਨੀਆਂ ਭਰ 'ਚ ਜ਼ੋਰਦਾਰ ਵਿਖਾਵੇ (90, 117, 926, 163)
page-number: Page 7 (903, 20, 960, 38)
column-rule (415, 178, 416, 1496)
masthead: 'ਵਰਲਡ ਸਿੱਖ ਨਿਊਜ਼' (441, 40, 559, 58)
column-rule (603, 512, 604, 1496)
paragraph: ਸੰਯੁਕਤ ਰਾਸ਼ਟਰ ਸੰਘ ਨੂੰ ਪੇਸ਼ ਕੀਤੇ ਗਏ ਮੈਮੋਰੈਂਡਮ ਜਾਂ ਪਟੀਸ਼ਨਾਂ ਵਿੱਚ ਭਾਰਤ ਵਲੋਂ ਸਿੱਖਾਂ ਤੇ ਮੁਸਲਮਾਨਾਂ ਦੇ ਮਨੁੱਖੀ ਹੱਕਾਂ ਦੀ ਕੀਤੀ ਜਾ ਰਹੀ ਉਲੰਘਣਾ ਨੂੰ ਰੋਕਣ ਲਈ ਕਦਮ ਚੁੱਕੇ ਜਾਣ ਲਈ ਅਪੀਲਾਂ ਕੀਤੀਆਂ ਗਈਆਂ। ਪਟੀਸ਼ਨ ਅਨੁਸਾਰ ਭਾਰਤ ਦੇ ਹਿੰਦੂ ਸ਼ਾਸਕ ਉਥੋਂ ਦੀਆਂ ਘੱਟ ਗਿਣਤੀਆਂ ਲਈ ਮਾਰੂ ਸਾਬਤ ਹੋ ਰਿਹਾ ਹੈ ਤੇ ਉਹਨਾਂ ਦਾ ਖਾਸ ਕਰਕੇ ਸਿੱਖਾਂ ਤੇ ਕਸ਼ਮੀਰੀਆਂ ਦੇ ਮਨਾਂ ਵਿੱਚ ਡਰ ਤੇ ਸਹਿਮ ਬੈਠ ਗਿਆ ਹੈ ਪਰ ਉਹਨਾਂ ਦਾ ਕਤਲੇਆਮ ਅਜੇ ਵੀ ਜਾਰੀ ਹੈ। (793, 1451, 966, 1640)
page-header (40, 16, 960, 62)
paragraph: ਅੱਜ ਹਿੰਦੁਸਤਾਨ ਦੀ ਧਰਤੀ ਤੇ ਸਿੱਖਾਂ ਦਾ ਭਰੇ ਬਾਜ਼ਾਰ ਕਤਲੇਆਮ ਹੋ ਰਿਹਾ ਹੈ। ਹਿੰਦੂਆਂ ਜੀ ਜ਼ਾਲਮ ਸਰਕਾਰ ਦੇ ਹਰਿੰਦੇ ਪੁਲੀਸ ਹਰਨਾਰਾ ਨੌਜਵਾਨਾਂ ਨੂੰ ਸ਼ਹੀਦ ਕਰ ਰਹੇ ਹਨ। ਸਿੱਖ ਬੱਚੀਆਂ ਦੀ ਇੱਜ਼ਤ ਲੁੱਟੀ ਜਾ ਰਹੀ ਹੈ। ਸਿੱਖਾਂ ਦੇ ਪਵਿੱਤਰ ਧਾਰਮਿਕ ਅਸਥਾਨ ਤੋਪਾਂ ਨਾਲ ਉਡਾਏ ਜਾ ਰਹੇ ਹਨ। ਸਾਡਾ ਇਤਿਹਾਸ ਤੇ ਵਿਰਸਾ ਤਬਾਹ ਕਰਨ ਦੀ ਪੂਰੀ ਸਾਜ਼ਿਸ਼ ਅਮਲ ਵਿੱਚ ਹੈ। ਸਿੱਖਾਂ ਦੇ ਸਿਰਾਂ ਦੇ ਮੁੱਲ ਪੁਰਾਣੇ ਕੀਮਤ ਲਗ ਰਹੀ ਹੈ। ਹਜ਼ਾਰਾਂ ਨੌਜਵਾਨ ਜੇਲ੍ਹਾਂ ਵਿੱਚ ਕੈਦ ਹਨ ਜਿਨ੍ਹਾਂ ਵਾਸਤੇ ਅਪੀਲ ਵਕੀਲ ਤੇ ਦਲੀਲ ਦੇ ਸਾਰੇ ਦਰਵਾਜ਼ੇ ਬੰਦ ਹਨ। ਇਸ (40, 1101, 218, 1308)
article-column-3 (419, 512, 597, 1590)
protest-sign-middle: SIKHS DEMAND FREEDOM FROM INDIA (608, 257, 672, 344)
paragraph: ਗੁਰਦੇਵ ਸਿੰਘ ਗਿੱਲ ਨੇ ਇਹ ਵੀ ਦੱਸਿਆ ਕਿ ਭਾਰਤ ਸਰਕਾਰ ਜੋ ਆਪਣੇ ਆਪ ਨੂੰ ਧਰਮ ਨਿਰਪੱਖ ਹੋਣ ਦਾ ਦਾਅਵਾ ਕਰਦੀ ਹੈ, ਨੇ ਪਹਿਲਾਂ 1984 ਵਿੱਚ ਅਕਾਲ ਤਖ਼ਤ ਸਾਹਿਬ ਨੂੰ ਢਹਿ ਢੇਰੀ ਕਰਕੇ ਸਿੱਖਾਂ ਦੇ ਧਾਰਮਿਕ ਜਜ਼ਬਿਆਂ ਦਾ ਕਤਲ ਕੀਤਾ ਅਤੇ ਸਿੱਖ ਧਰਮ ਨੂੰ ਖ਼ਤਮ ਕਰਨ ਦੀ ਕੋਸ਼ਿਸ਼ ਕੀਤੀ। 1984 ਤੋਂ ਹੁਣ ਤੱਕ ਲਗਾਤਾਰ ਭਾਰਤੀ ਸੁਰੱਖਿਆ ਦਸਤਿਆਂ ਵਲੋਂ ਸਿੱਖ ਨੌਜਵਾਨਾਂ ਦਾ ਸ਼ਿਕਾਰ ਖੇਡਿਆ ਜਾ ਰਿਹਾ ਹੈ। ਸਿੱਖ ਔਰਤਾਂ ਦੀ ਇੱਜ਼ਤ ਲੁਟਣਾ ਇਹਨਾਂ ਸੁਰੱਖਿਆ ਬਲਾਂ ਦੀ ਨਿਤ ਦੀ ਰੋਜ਼ ਬਣ ਚੁੱਕੀ ਹੈ। ਅੱਜ ਪੰਜਾਬ ਦੀ ਕਠ-ਪੁਤਲੀ ਸਰਕਾਰ ਰੋਜ਼ 20 ਤੋਂ 30 ਸਿੱਖ ਨੌਜਵਾਨਾਂ ਨੂੰ ਫੜ ਕੇ ਜੇਲ੍ਹਾਂ ਵਿੱਚ ਰੱਖ ਕੇ ਝੂਠੇ ਪੁਲੀਸ ਮੁਕਾਬਲਿਆਂ ਵਿੱਚ ਮਾਰ ਰਹੀ ਹੈ। ਕੁਝ ਦਿਨ ਪਹਿਲਾਂ ਭਾਰਤ ਸਰਕਾਰ ਦੀ ਸ਼ਹਿ ਤੇ ਹਿੰਦੂ ਬਹੁ-ਗਿਣਤੀ ਨੇ ਬਾਬਰੀ ਮਸਜਿਦ ਨੂੰ ਢਹਿ ਢੇਰੀ ਕਰ ਦਿੱਤਾ ਹੈ ਤੇ ਕਿਹਾ ਕਿ ਭਾਰਤ ਅੰਦਰ ਹਿੰਦੂ ਧਰਮ ਤੋਂ ਬਿਨਾਂ ਦੂਸਰੇ ਧਰਮਾਂ ਲਈ ਕੋਈ ਥਾਂ ਨਹੀਂ ਹੈ। ਜਿਵੇਂ 1984 ਵਿੱਚ ਦਿੱਲੀ ਅਤੇ ਭਾਰਤ ਦੇ ਹੋਰ ਸ਼ਹਿਰਾਂ ਵਿੱਚ ਸਿੱਖਾਂ ਨੂੰ ਜਿਉਂਦੇ ਸਾੜਿਆ ਗਿਆ ਸੀ। ਅੱਜ ਉਸ ਤਰ੍ਹਾਂ ਘੱਟ ਗਿਣਤੀ ਮੁਸਲਮਾਨਾਂ ਨੂੰ ਜਿਉਂਦੇ ਸਾੜਿਆ ਜਾ ਰਿਹਾ ਹੈ। ਅੱਜ ਦੇ ਭਾਰਤ ਅੰਦਰਲੇ (609, 1220, 781, 1638)
paragraph: ਭਾਰਤ ਵਿੱਚ ਪਿਛਲੇ ਐਤਵਾਰ ਤੋਂ ਵਾਪਰ ਰਹੀਆਂ ਘਟਨਾਵਾਂ ਨਾਲ ਭਾਰਤ ਦਾ ਅੰਤਰਰਾਸ਼ਟਰੀ ਪੱਧਰ ਤੇ ਵਕਾਰ ਘਟਿਆ ਹੈ। ਆਮ ਅਮਰੀਕਨ, ਭਾਰਤ ਸਰਕਾਰ ਨੂੰ ਅਯੁੱਧਿਆ ਤੇ ਇਸ ਮਸਜਿਦ ਢਾਹੁਣ ਵਿੱਚ ਜ਼ਿੰਮੇਵਾਰ ਸਮਝ ਰਿਹਾ ਹੈ। ਦੁਨੀਆਂ ਅਮਰੀਕਾ ਵਿੱਚ ਸਭ ਤੋਂ ਵੱਧ ਰਾਜਨੀਤਿਕ ਪ੍ਰਭਾਵ ਰੱਖਣ ਵਾਲੇ ਦੋ ਅਖ਼ਬਾਰਾਂ 'ਨਿਊ ਯਾਰਕ ਟਾਈਮਜ਼' ਤੇ 'ਵਾਸ਼ਿੰਗਟਨ ਪੋਸਟ' ਵਲੋਂ ਭਾਰਤੀ ਸਰਕਾਰ ਤੇ ਭਾਜਪਾ ਦੀ ਸਖ਼ਤ ਆਲੋਚਨਾ ਕੀਤੀ ਗਈ ਹੈ। ਅਮਰੀਕੀ ਸ਼ਾਸਨ ਨੇ ਮਸਜਿਦ ਦੇ ਢਾਹੁਣ ਦੀ ਸਖ਼ਤ ਸ਼ਬਦਾਂ ਵਿੱਚ ਨਿੰਦਾ ਕੀਤੀ ਹੈ। (233, 605, 411, 811)
paragraph: "ਅਸਾਂ ਖਾਲਿਸਤਾਨ ਬਣਾਉਣਾ ਏ ਅਸਾਂ ਖਾਲਿਸਤਾਨ ਬਣਾਉਣਾ, ਸੁਣ ਲਉ ਬ੍ਰਾਹਮਣੋ ਸੁਣ ਲਉ ਮਹਾਜਿਊ ਅਸਾਂ ਬਾਜ਼ ਨਹੀਂ ਆਉਣਾ ਏ।" (40, 906, 218, 954)
paragraph: ਹਾਲਤ ਵਿੱਚ ਸਿੱਖ ਕੌਮ ਕੋਲ ਸਿਵਾ ਆਜ਼ਾਦੀ ਦੀ ਮੰਗ ਦੇ ਹੋਰ ਕਿਹੜਾ ਰਾਹ ਬਾਕੀ ਹੈ? (233, 180, 411, 210)
paragraph: ਲੋਕਲ ਸਿੱਖ ਸੰਗਤਾਂ ਵਲੋਂ ਇਸ ਮੌਕੇ ਤੇ ਮੌਜੂਦ ਅਧਿਕਾਰੀ ਨੂੰ ਰੋਸ ਪੱਤਰ ਵੀ ਦਿੱਤਾ ਗਿਆ। (419, 1169, 597, 1200)
paragraph: ਪੱਛਮੀ ਅਖ਼ਬਾਰਾਂ ਵਿੱਚ ਇਹ ਵੀ ਛਪਿਆ ਹੈ ਕਿ ਫ਼ਿਰਕਾਦਾਰ ਵਿੱਚ ਜ਼ਿਆਦਾਤਰ ਬਲਕਿ 90% ਮੁਸਲਿਮ ਹਨ ਤੇ 95% ਫ਼ੀਸਦੀ ਪੁਲੀਸ ਹੱਥੋਂ ਮਾਰੇ ਗਏ ਹਨ। (233, 1064, 411, 1130)
paragraph: ਸਨੋਹੋਜ਼ੇ ( ਪੱਤਰ ਪ੍ਰੇਰਕ) ਇਥੇ 10 ਦਸੰਬਰ ਨਿਰ ਵੀਰਵਾਰ ਨੂੰ ਫੈਡਰਲ ਬਿਲਡਿੰਗ ਡਾਊਨ ਟਾਊਨ ਸਾਹਮਣੇ ਸਿੱਖਾਂ ਤੇ ਮੁਸਲਮਾਨਾਂ ਨੇ ਰਲ ਕੇ ਭਾਰੀ ਰੋਸ ਮੁਜ਼ਾਹਰਾ ਕੀਤਾ। ਦੁਪਹਿਰ ਦੇ 11 ਵਜੇ ਤੋਂ ਲੈ ਕੇ 3 ਵਜੇ ਤਕ ਮੁਜ਼ਾਹਰਾਕਾਰੀ ਭਾਰਤ ਸਰਕਾਰ ਦੇ ਕਾਲੇ ਕਾਨੂੰਨਾਂ ਅਤੇ ਸਿੱਖਾਂ ਤੇ ਮੁਸਲਮਾਨਾਂ ਤੇ ਹੋਰ ਘੱਟ ਗਿਣਤੀਆਂ ਦੇ ਮਨੁੱਖੀ ਹੱਕਾਂ ਦੇ ਕਤਲੇਆਮ ਬਾਰੇ ਆਵਾਜ਼ ਵਿਚਾਰ ਰਖਦੇ ਰਹੇ। (233, 1136, 411, 1289)
continued-from-label: ਅਗੇ ਸਫ਼ਾ 1 ਤੋਂ (98, 180, 160, 193)
article-column-2 (233, 178, 411, 1554)
paragraph: ਇਸ ਮੌਕੇ ਤੇ ਕਾਲੇ ਬੱਦਲ ਛਾਏ ਹੋਏ ਸਨ ਤੇ ਬਾਰਸ਼ ਝੱਮ ਝੱਮ ਕੇ ਵਰਦੀ ਰਹੀ ਪਰ ਮੁਜ਼ਾਹਰਾਕਾਰੀ ਅੜਿੱਕ ਖੜ੍ਹੇ ਆਪਣੀ ਦ੍ਰਿੜਤਾ ਤੇ ਰੋਹ ਦਾ ਪ੍ਰਗਟਾਵਾ ਕਰਦੇ ਰਹੇ। (419, 690, 597, 756)
binder-hole (2, 470, 13, 481)
binder-hole (2, 1120, 13, 1131)
protest-sign-right: HUMAN RIGHTS IN INDIA NOW!!! (790, 231, 868, 323)
